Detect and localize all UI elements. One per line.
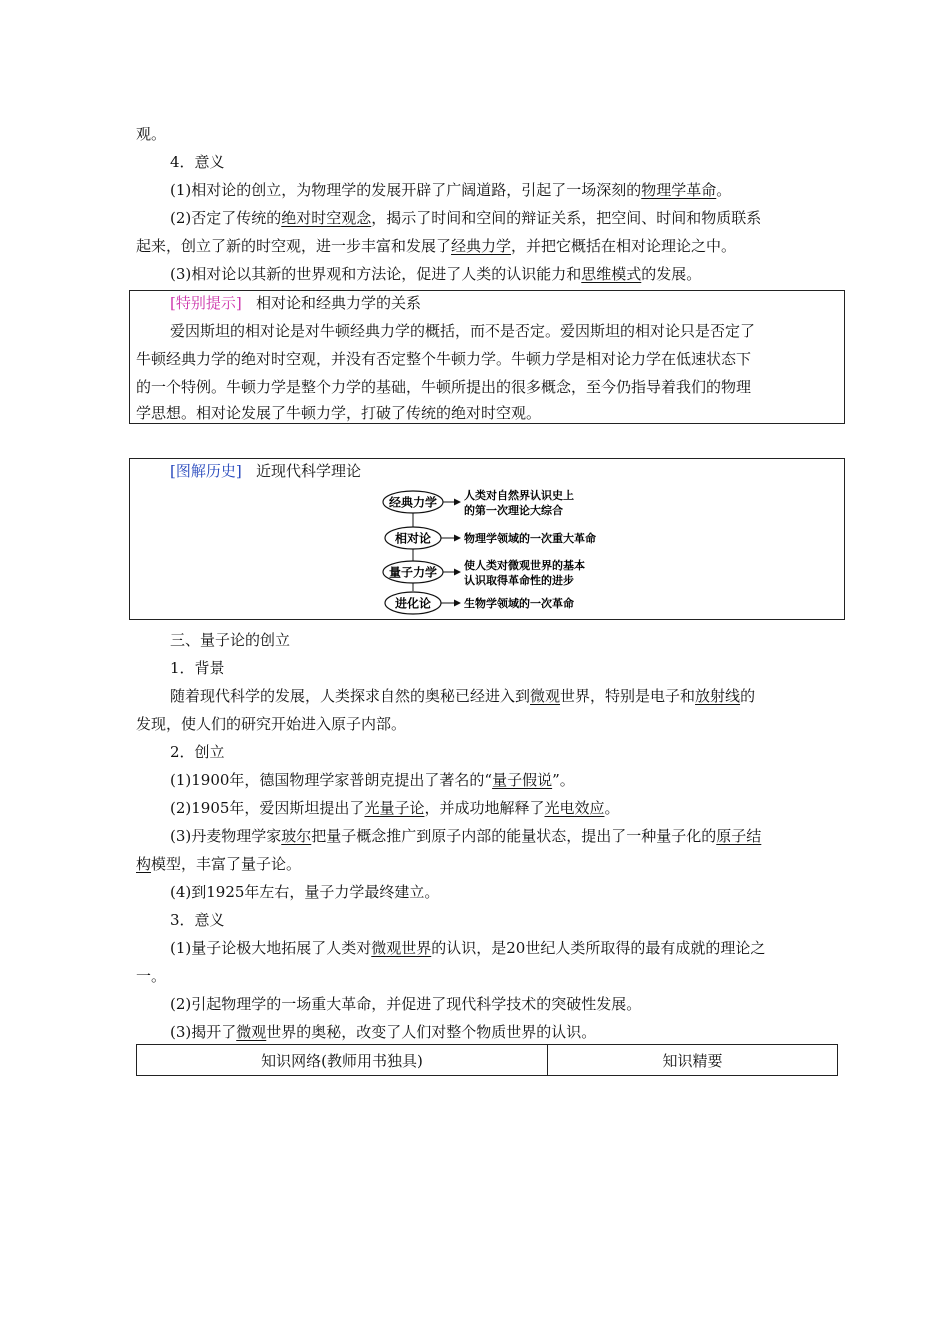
subsection-heading: 1．背景 [170,659,225,677]
text: 随着现代科学的发展，人类探求自然的奥秘已经进入到 [170,687,531,705]
node-desc: 认识取得革命性的进步 [464,574,574,587]
diagram-header [170,461,361,481]
underlined-term: 物理学革命 [641,181,717,199]
underlined-term: 绝对时空观念 [281,209,372,227]
text: 的认识，是20世纪人类所取得的最有成就的理论之 [431,939,766,957]
text: 4．意义 [170,153,225,171]
underlined-term: 思维模式 [581,265,642,283]
text: 起来，创立了新的时空观，进一步丰富和发展了 [136,237,452,255]
text: 的发展。 [641,265,702,283]
node-desc: 生物学领域的一次革命 [464,597,574,610]
tip-line: 牛顿经典力学的绝对时空观，并没有否定整个牛顿力学。牛顿力学是相对论力学在低速状态下 [136,350,752,368]
history-diagram-box [129,458,845,620]
text: 。 [716,181,732,199]
paragraph [170,798,620,818]
underlined-term: 微观世界 [371,939,432,957]
underlined-term: 放射线 [695,687,741,705]
text: (1)相对论的创立，为物理学的发展开辟了广阔道路，引起了一场深刻的 [170,181,642,199]
text: 把量子概念推广到原子内部的能量状态，提出了一种量子化的 [311,827,717,845]
underlined-term: 微观 [530,687,561,705]
paragraph [170,938,765,958]
paragraph [170,686,755,706]
paragraph [170,826,761,846]
text: ，并把它概括在相对论理论之中。 [511,237,737,255]
paragraph-continued [136,236,736,256]
text: ，并成功地解释了 [424,799,545,817]
text: ，揭示了时间和空间的辩证关系，把空间、时间和物质联系 [371,209,762,227]
diagram-tag: [图解历史] [170,462,242,480]
section-heading: 三、量子论的创立 [170,631,291,649]
text: (3)相对论以其新的世界观和方法论，促进了人类的认识能力和 [170,265,582,283]
underlined-term: 光量子论 [364,799,425,817]
table-cell-knowledge-network: 知识网络(教师用书独具) [137,1045,548,1076]
text: (2)1905年，爱因斯坦提出了 [170,799,365,817]
table-row [137,1045,838,1076]
underlined-term: 光电效应 [544,799,605,817]
paragraph-continued [136,854,301,874]
diagram-title: 近现代科学理论 [256,462,362,480]
text: (3)丹麦物理学家 [170,827,282,845]
text: (2)否定了传统的 [170,209,282,227]
node-desc: 的第一次理论大综合 [464,504,563,517]
tip-line: 爱因斯坦的相对论是对牛顿经典力学的概括，而不是否定。爱因斯坦的相对论只是否定了 [170,322,756,340]
paragraph-tail [136,124,166,144]
text: (1)1900年，德国物理学家普朗克提出了著名的“ [170,771,493,789]
text: 。 [604,799,620,817]
tip-line: 的一个特例。牛顿力学是整个力学的基础，牛顿所提出的很多概念，至今仍指导着我们的物理 [136,378,752,396]
node-label-quantum-mechanics: 量子力学 [388,565,438,580]
paragraph-continued: 一。 [136,967,167,985]
tip-tag: [特别提示] [170,294,242,312]
node-label-relativity: 相对论 [394,531,432,546]
node-desc: 使人类对微观世界的基本 [464,559,585,572]
tip-line: 学思想。相对论发展了牛顿力学，打破了传统的绝对时空观。 [136,404,542,422]
paragraph [170,208,761,228]
science-theory-diagram [380,487,680,617]
paragraph [170,1022,596,1042]
node-desc: 人类对自然界认识史上 [464,489,574,502]
node-desc: 物理学领域的一次重大革命 [464,532,596,545]
underlined-term: 构 [136,855,152,873]
tip-title: 相对论和经典力学的关系 [256,294,422,312]
subsection-heading: 2．创立 [170,743,225,761]
text: 观。 [136,125,167,143]
text: 的 [740,687,756,705]
node-label-classical-mechanics: 经典力学 [388,495,438,510]
underlined-term: 玻尔 [281,827,312,845]
text: 模型，丰富了量子论。 [151,855,302,873]
text: (3)揭开了 [170,1023,237,1041]
text: (1)量子论极大地拓展了人类对 [170,939,372,957]
special-tip-box [129,290,845,424]
text: ”。 [552,771,575,789]
knowledge-table [136,1044,838,1076]
paragraph-continued: 发现，使人们的研究开始进入原子内部。 [136,715,407,733]
underlined-term: 经典力学 [451,237,512,255]
node-label-evolution: 进化论 [394,596,432,611]
section-heading [170,152,225,172]
subsection-heading: 3．意义 [170,911,225,929]
paragraph [170,264,701,284]
paragraph [170,180,731,200]
text: 世界，特别是电子和 [560,687,696,705]
paragraph [170,770,575,790]
underlined-term: 微观 [236,1023,267,1041]
underlined-term: 原子结 [716,827,762,845]
paragraph: (4)到1925年左右，量子力学最终建立。 [170,883,440,901]
text: 世界的奥秘，改变了人们对整个物质世界的认识。 [266,1023,597,1041]
underlined-term: 量子假说 [492,771,553,789]
paragraph: (2)引起物理学的一场重大革命，并促进了现代科学技术的突破性发展。 [170,995,642,1013]
table-cell-knowledge-essentials: 知识精要 [548,1045,838,1076]
tip-header [170,293,421,313]
